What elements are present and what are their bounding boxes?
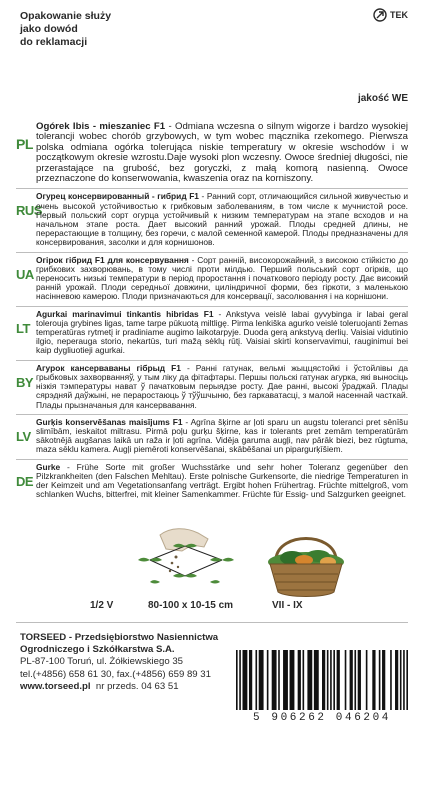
barcode-bar <box>330 650 332 710</box>
barcode-bar <box>239 650 241 710</box>
barcode-bar <box>249 650 252 710</box>
barcode-bar <box>333 650 335 710</box>
variety-description <box>36 364 408 410</box>
language-code: DE <box>16 473 34 489</box>
barcode-bar <box>390 650 392 710</box>
harvest-months: VII - IX <box>272 600 303 611</box>
section-rus <box>16 188 408 251</box>
barcode-bar <box>278 650 280 710</box>
harvest-basket-icon <box>258 528 354 602</box>
barcode-bar <box>406 650 408 710</box>
variety-text: - Сорт ранній, високорожайний, з високою стійкістю до грибкових захворювань, в тому числі проти мілдью. Перший польський сорт огірків, що переносить низькі температури в період проростання і початкового періоду росту. Дає високий ранній урожай. Плоди середньої довжини, циліндричної форми, без гіркоти, з маленькою насінневою камерою. Плоди призначаються для консервації, засолювання і на корнішони. <box>36 254 408 302</box>
barcode-bar <box>298 650 301 710</box>
variety-description <box>36 418 408 455</box>
barcode-bar <box>314 650 319 710</box>
variety-description <box>36 192 408 247</box>
variety-text: - Ankstyva veislė labai gyvybinga ir labai geral tolerouja grybines ligas, tame tarpe pūkuotą miltligę. Pirma lenkiška agurko veislė toleruojanti žemas temperatūras rytmetį ir pradiniame augimo laikotarpyje. Duoda gerą ankstyvą derlių. Vaisiai vidutinio ilgio, neperauga storio, nekartūs, turi mažą sėklų rūtį. Vaisiai skirti konservavimui, rauginimui bei kaip dygliuotieji agurkai. <box>36 308 408 356</box>
variety-description <box>36 122 408 184</box>
section-pl <box>16 122 408 188</box>
variety-text: - Ранний сорт, отличающийся сильной живучестью и очень высокой устойчивостью к грибковым заболеваниям, в том числе к мучнистой росе. Первый польский сорт огурца устойчивый к низким температурам на этапе всходов и на начальном этапе роста. Дает высокий ранний урожай. Плоды средней длины, не перерастающие в толщину, без горечи, с малой семенной камерой. Плоды предназначены для консервирования, засолки и для корнишонов. <box>36 191 409 248</box>
variety-description <box>36 256 408 302</box>
description-sections <box>16 122 408 503</box>
tek-logo <box>373 8 408 22</box>
variety-text: - Ранні гатунак, вельмі жыццястойкі і ўстойлівы да грыбковых захворванняў, у тым ліку да фітафтары. Першы польскі гатунак агурка, які выносіць нізкія тэмпературы нават ў пачатковым перыядзе росту. Дае ранні, высокі ўраджай. Плады сярэдняй даўжыні, не пераростаюць ў тўўшчыню, без гаркаватасці, з малой насеннай часткай. Плады прызначаныя для кансервавання. <box>36 362 408 410</box>
section-lv <box>16 414 408 459</box>
company-phone: tel.(+4856) 658 61 30, fax.(+4856) 659 89 31 <box>20 668 211 680</box>
barcode-bar <box>303 650 305 710</box>
barcode-bar <box>358 650 361 710</box>
language-code: LT <box>16 320 30 336</box>
barcode-bar <box>366 650 368 710</box>
barcode-bar <box>267 650 269 710</box>
barcode-bar <box>236 650 238 710</box>
variety-name: Gurke <box>36 461 61 472</box>
company-website: www.torseed.pl <box>20 680 91 692</box>
plant-spacing-icon <box>130 538 240 593</box>
barcode-bar <box>400 650 402 710</box>
variety-description <box>36 463 408 500</box>
barcode-bar <box>272 650 277 710</box>
variety-description <box>36 310 408 356</box>
language-code: PL <box>16 136 33 152</box>
barcode-bar <box>345 650 347 710</box>
language-code: UA <box>16 266 34 282</box>
complaint-note-line: Opakowanie służy <box>20 10 112 22</box>
barcode-bar <box>403 650 405 710</box>
barcode-bar <box>395 650 398 710</box>
barcode-bar <box>354 650 356 710</box>
company-name-line2: Ogrodniczego i Szkółkarstwa S.A. <box>20 644 175 656</box>
language-code: BY <box>16 374 34 390</box>
tek-mark-icon <box>373 8 387 22</box>
section-lt <box>16 306 408 360</box>
barcode-bar <box>242 650 247 710</box>
barcode-bar <box>350 650 353 710</box>
barcode-bar <box>255 650 257 710</box>
variety-name: Огурец консервированный - гибрид F1 <box>36 191 199 202</box>
barcode-bar <box>372 650 375 710</box>
sowing-depth: 1/2 V <box>90 600 114 611</box>
variety-text: - Agrīna šķirne ar ļoti sparu un augstu toleranci pret sēnīšu slimībām, ieskaitot miltrasu. Pirmā poļu gurķu šķirne, kas ir tolerants pret zemām temperatūrām sākotnējā augšanas laikā un raža ir ļoti agrīna. Vidēja garuma augļi, nav pārāk biezi, bez rūgtuma, maza sēklu kamera. Augļi piemēroti konservēšanai, skābēšanai un pipargurķīšiem. <box>36 416 408 455</box>
company-web-line <box>20 681 218 693</box>
variety-text: - Frühe Sorte mit großer Wuchsstärke und sehr hoher Toleranz gegenüber den Pilzkrankheiten (den Falschen Mehltau). Erste polnische Gurkensorte, die niedrige Temperaturen in der Keimzeit und am Vegetationsanfang verträgt. Ergibt hohen Frühertrag. Früchte mittelgroß, vom schlanken Wuchs, bitterfrei, mit kleiner Samenkammer. Früchte für Essig- und Salzgurken geeignet. <box>36 461 408 500</box>
barcode-bar <box>307 650 312 710</box>
section-ua <box>16 252 408 306</box>
variety-text: - Odmiana wczesna o silnym wigorze i bardzo wysokiej tolerancji wobec chorób grzybowych, w tym wobec mącznika rzekomego. Pierwsza polska odmiana ogórka tolerująca niskie temperatury w okresie wschodów i w początkowym okresie wzrostu.Daje wysoki plon wczesny. Owoce średniej długości, nie przerastające na grubość, bez goryczki, z małą komorą nasienną. Owoce przeznaczone do konserwowania, kwaszenia oraz na korniszony. <box>36 121 408 185</box>
section-by <box>16 360 408 414</box>
variety-name: Ogórek Ibis - mieszaniec F1 <box>36 121 166 132</box>
variety-name: Огірок гібрид F1 для консервування <box>36 254 189 265</box>
barcode-bar <box>382 650 385 710</box>
barcode-bar <box>290 650 295 710</box>
company-info <box>20 632 218 693</box>
language-code: LV <box>16 428 31 444</box>
variety-name: Agurkai marinavimui tinkantis hibridas F1 <box>36 308 214 319</box>
barcode-number: 5 906262 046204 <box>252 712 392 724</box>
barcode-bar <box>379 650 381 710</box>
tek-label: TEK <box>390 10 408 20</box>
barcode-bar <box>337 650 340 710</box>
company-name: TORSEED - Przedsiębiorstwo Nasiennictwa <box>20 632 219 643</box>
barcode-bar <box>283 650 288 710</box>
barcode-bar <box>327 650 329 710</box>
complaint-note-line: do reklamacji <box>20 36 88 48</box>
variety-name: Агурок кансерваваны гібрыд F1 <box>36 362 181 373</box>
complaint-note-line: jako dowód <box>20 23 78 35</box>
barcode-bar <box>322 650 325 710</box>
section-de <box>16 459 408 504</box>
divider <box>16 622 408 623</box>
company-address: PL-87-100 Toruń, ul. Żółkiewskiego 35 <box>20 656 184 668</box>
company-batch: nr przeds. 04 63 51 <box>95 680 179 692</box>
barcode <box>232 650 412 710</box>
quality-label: jakość WE <box>357 93 408 104</box>
plant-spacing: 80-100 x 10-15 cm <box>148 600 234 611</box>
barcode-bar <box>259 650 264 710</box>
complaint-note <box>20 10 111 49</box>
variety-name: Gurķis konservēšanas maisījums F1 <box>36 416 183 427</box>
language-code: RUS <box>16 203 42 219</box>
